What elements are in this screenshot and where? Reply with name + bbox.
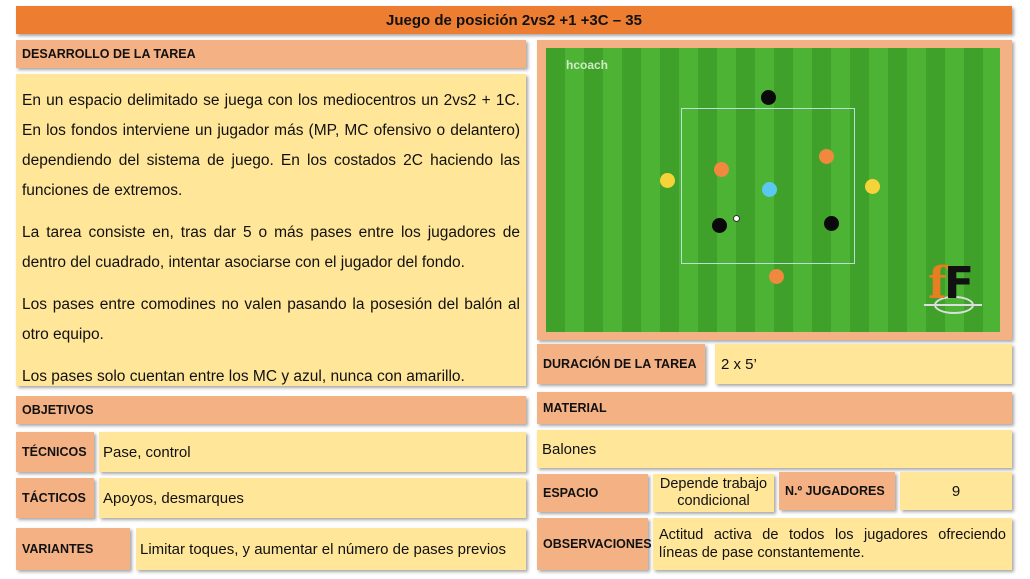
- tacticos-value: Apoyos, desmarques: [99, 478, 526, 518]
- player-black: [761, 90, 776, 105]
- player-yellow: [865, 179, 880, 194]
- ball-icon: [733, 215, 740, 222]
- jugadores-value: 9: [900, 472, 1012, 510]
- observaciones-label: OBSERVACIONES: [537, 518, 648, 570]
- duracion-value: 2 x 5’: [715, 344, 1012, 384]
- desarrollo-header: DESARROLLO DE LA TAREA: [16, 40, 526, 68]
- variantes-value: Limitar toques, y aumentar el número de pases previos: [136, 528, 526, 570]
- tacticos-label: TÁCTICOS: [16, 478, 94, 518]
- player-orange: [769, 269, 784, 284]
- variantes-label: VARIANTES: [16, 528, 130, 570]
- football-field: [546, 48, 1000, 332]
- player-blue: [762, 182, 777, 197]
- tecnicos-label: TÉCNICOS: [16, 432, 94, 472]
- player-black: [712, 218, 727, 233]
- espacio-value: Depende trabajo condicional: [653, 474, 774, 512]
- desarrollo-text-box: [16, 74, 526, 386]
- tecnicos-value: Pase, control: [99, 432, 526, 472]
- observaciones-value: Actitud activa de todos los jugadores ofreciendo líneas de pase constantemente.: [653, 518, 1012, 570]
- desarrollo-paragraph: La tarea consiste en, tras dar 5 o más pases entre los jugadores de dentro del cuadrado, intentar asociarse con el jugador del fondo.: [22, 224, 520, 271]
- duracion-label: DURACIÓN DE LA TAREA: [537, 344, 705, 384]
- jugadores-label: N.º JUGADORES: [779, 472, 895, 510]
- ff-logo-icon: f F: [928, 258, 986, 316]
- player-orange: [819, 149, 834, 164]
- field-diagram-frame: [537, 40, 1012, 340]
- desarrollo-paragraph: Los pases entre comodines no valen pasando la posesión del balón al otro equipo.: [22, 296, 520, 343]
- player-yellow: [660, 173, 675, 188]
- material-value: Balones: [537, 430, 1012, 468]
- watermark: hcoach: [566, 58, 609, 72]
- desarrollo-paragraph: Los pases solo cuentan entre los MC y azul, nunca con amarillo.: [22, 368, 465, 385]
- objetivos-header: OBJETIVOS: [16, 396, 526, 424]
- player-orange: [714, 162, 729, 177]
- player-black: [824, 216, 839, 231]
- material-header: MATERIAL: [537, 392, 1012, 424]
- page-title: Juego de posición 2vs2 +1 +3C – 35: [16, 6, 1012, 34]
- desarrollo-paragraph: En un espacio delimitado se juega con los mediocentros un 2vs2 + 1C. En los fondos interviene un jugador más (MP, MC ofensivo o delantero) dependiendo del sistema de juego. En los costados 2C haciendo las funciones de extremos.: [22, 92, 520, 199]
- espacio-label: ESPACIO: [537, 474, 648, 512]
